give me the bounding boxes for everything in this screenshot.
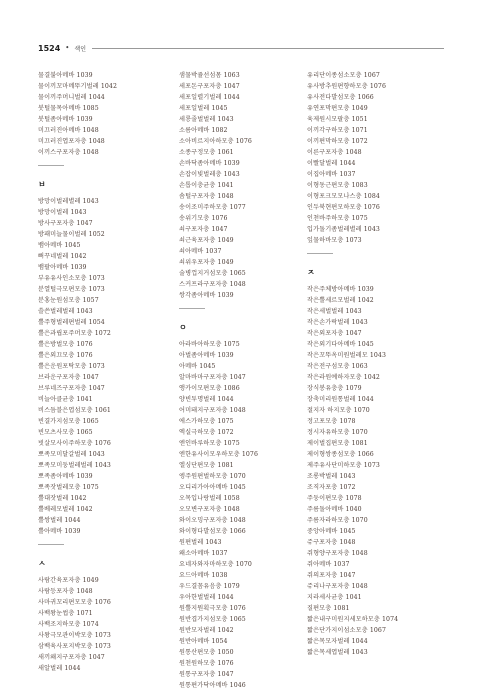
index-entry: 양빈투명벌레 1044 [179, 396, 234, 403]
index-entry: 쇠근육포자충 1049 [179, 237, 234, 244]
index-entry: 이형포크모모나스충 1084 [307, 193, 380, 200]
index-entry: 손바닥좀아메바 1039 [179, 160, 240, 167]
index-entry: 비스듬블은엽섬모충 1061 [38, 407, 111, 414]
index-entry: 뽀족모미달갈벌레 1043 [38, 451, 105, 458]
header-rule [92, 48, 444, 49]
index-entry: 브라운구포자충 1047 [38, 374, 99, 381]
index-entry: 분열털극모편모충 1073 [38, 286, 105, 293]
index-entry: 샘물박쥴선섬몸 1063 [179, 72, 240, 79]
index-entry: 아라바아하모충 1075 [179, 341, 240, 348]
page-number: 1524 [38, 43, 61, 53]
index-entry: 뻐꾸네벌레 1042 [38, 253, 87, 260]
index-entry: 뿔베레모벌레 1042 [38, 506, 93, 513]
index-entry: 이형동근편모충 1083 [307, 182, 368, 189]
index-entry: 솜털구포자충 1048 [179, 193, 234, 200]
index-entry: 뱀팔아메바 1039 [38, 264, 87, 271]
index-entry: 짧은내구미원지세모하모충 1074 [307, 616, 399, 623]
index-entry: 뽀족잣벌레모충 1075 [38, 484, 99, 491]
index-entry: 송위기모충 1076 [179, 215, 228, 222]
index-entry: 쥐형양구포자충 1048 [307, 550, 368, 557]
index-entry: 이빨달벌레 1044 [307, 160, 356, 167]
header-separator: • [65, 44, 70, 52]
index-entry: 작은주체방아메바 1039 [307, 286, 374, 293]
index-entry: 원반겹가지섬모충 1065 [179, 616, 246, 623]
index-entry: 중앙아메바 1045 [307, 528, 356, 535]
index-entry: 원통구포자충 1047 [179, 671, 234, 678]
index-entry: 원편벌레 1043 [179, 539, 222, 546]
index-entry: 물결불아메바 1039 [38, 72, 93, 79]
index-entry: 뿔대잣벌레 1042 [38, 495, 87, 502]
index-entry: 잎물하바모충 1073 [307, 237, 362, 244]
index-entry: 작은라원예하자모충 1042 [307, 374, 380, 381]
index-entry: 원반아메바 1054 [179, 638, 228, 645]
section-divider [179, 308, 205, 309]
index-entry: 방사구포자충 1047 [38, 220, 93, 227]
index-entry: 세룡줄벌벌레 1043 [179, 116, 234, 123]
index-entry: 부유유사인소모충 1073 [38, 275, 105, 282]
index-entry: 작은외기다아메바 1045 [307, 341, 374, 348]
index-entry: 새알벌레 1044 [38, 665, 81, 672]
index-entry: 스커프라구포자충 1048 [179, 281, 246, 288]
section-heading: ㅈ [307, 267, 315, 277]
section-divider [307, 253, 333, 254]
index-entry: 뿔은방벌모충 1076 [38, 341, 93, 348]
index-entry: 미끄러진아메바 1048 [38, 127, 99, 134]
index-entry: 원통편가닥아메바 1046 [179, 682, 246, 689]
index-entry: 왜소아메바 1037 [179, 550, 228, 557]
index-entry: 원통산편모충 1050 [179, 649, 234, 656]
index-entry: 쥬구포자충 1048 [307, 539, 356, 546]
index-entry: 소아비르지아하모충 1076 [179, 138, 252, 145]
index-entry: 쌍각좀아메바 1039 [179, 292, 234, 299]
index-entry: 소종구정모충 1061 [179, 149, 234, 156]
index-entry: 작은세벌벌레 1043 [307, 308, 362, 315]
index-entry: 엔한유사이모우하모충 1076 [179, 451, 258, 458]
section-divider [38, 544, 64, 545]
index-entry: 물이끼꼬마메뚜기벌레 1042 [38, 83, 117, 90]
index-entry: 와이형다발섬모충 1066 [179, 528, 246, 535]
index-entry: 장식봉유충충 1079 [307, 385, 362, 392]
index-entry: 사마귀꼬리편모모충 1076 [38, 599, 111, 606]
index-entry: 쇠위우포자충 1049 [179, 259, 234, 266]
index-column-3 [307, 70, 447, 658]
index-entry: 짧은단가지이섬소모충 1067 [307, 627, 386, 634]
index-entry: 쓸쓴벌레벌레 1043 [38, 308, 93, 315]
index-entry: 어미돼지구포자충 1048 [179, 407, 246, 414]
index-entry: 원뿔지뭔획극모충 1076 [179, 605, 246, 612]
index-entry: 유연포막편모충 1049 [307, 105, 368, 112]
index-entry: 질편모충 1081 [307, 605, 350, 612]
index-entry: 제이형쌍종섬모충 1066 [307, 451, 374, 458]
index-entry: 주름돌아메바 1040 [307, 506, 362, 513]
index-entry: 유사전다발섬모충 1066 [307, 94, 374, 101]
index-entry: 인두북현편모하모충 1076 [307, 204, 380, 211]
index-entry: 뿔아메바 1039 [38, 528, 81, 535]
index-entry: 아메바 1045 [179, 363, 216, 370]
index-entry: 방패미늘물이벌레 1052 [38, 231, 105, 238]
index-entry: 작은외포자충 1047 [307, 330, 362, 337]
index-entry: 세포돈구포자충 1047 [179, 83, 240, 90]
index-entry: 쥬리나구포자충 1048 [307, 583, 368, 590]
index-entry: 세포일렬기벌레 1044 [179, 94, 240, 101]
index-entry: 삼백육사포지박모충 1073 [38, 643, 111, 650]
index-entry: 뿔쌍벌레 1044 [38, 517, 81, 524]
index-entry: 이끼각구하모충 1071 [307, 127, 368, 134]
index-entry: 정고포모충 1078 [307, 418, 356, 425]
index-entry: 유리단이종섬소모충 1067 [307, 72, 380, 79]
index-entry: 빈모츠사모충 1065 [38, 429, 93, 436]
index-entry: 방망이벌레별레 1043 [38, 198, 99, 205]
index-entry: 작은전구섬모충 1063 [307, 363, 368, 370]
index-entry: 우드결꼼유음충 1079 [179, 583, 240, 590]
index-entry: 지라세사균충 1041 [307, 594, 362, 601]
index-entry: 짧은목세엽벌레 1043 [307, 649, 368, 656]
index-entry: 원반모자벌레 1042 [179, 627, 234, 634]
index-entry: 분홍눈원섬모충 1057 [38, 297, 99, 304]
index-entry: 뽀족모미둥벌레벌레 1043 [38, 462, 111, 469]
index-entry: 이집아메바 1037 [307, 171, 356, 178]
index-entry: 요네자와자마하모충 1070 [179, 561, 252, 568]
index-entry: 주름자라하모충 1070 [307, 517, 368, 524]
index-entry: 요드아메바 1038 [179, 572, 228, 579]
index-column-1 [38, 70, 178, 674]
index-entry: 빈결가지섬모충 1065 [38, 418, 99, 425]
index-entry: 브루네즈구포자충 1047 [38, 385, 105, 392]
index-entry: 송이조미주하모충 1077 [179, 204, 246, 211]
index-entry: 사백왕눈썹충 1071 [38, 610, 93, 617]
index-entry: 손잡이빛벌레충 1043 [179, 171, 240, 178]
index-entry: 오디리가아아메바 1045 [179, 484, 246, 491]
index-entry: 술병껍지거섬모충 1065 [179, 270, 246, 277]
index-entry: 이른구포자충 1048 [307, 149, 362, 156]
running-title: 색인 [74, 45, 86, 53]
index-column-2 [179, 70, 319, 691]
index-entry: 엘싱단편모충 1081 [179, 462, 234, 469]
index-entry: 붓털좀아메바 1039 [38, 116, 93, 123]
index-entry: 새끼왜지구포자충 1047 [38, 654, 105, 661]
index-entry: 조롱박벌레 1043 [307, 473, 356, 480]
section-divider [38, 165, 64, 166]
index-entry: 쥐아메바 1037 [307, 561, 350, 568]
index-entry: 원천원하모충 1076 [179, 660, 234, 667]
index-entry: 알마바마구포자충 1047 [179, 374, 246, 381]
index-entry: 소름아메바 1082 [179, 127, 228, 134]
index-entry: 쇠아메바 1037 [179, 248, 222, 255]
index-entry: 이끼편막하모충 1072 [307, 138, 368, 145]
index-entry: 엥주원편벌하모충 1070 [179, 473, 246, 480]
index-entry: 엔인바루하모충 1075 [179, 440, 240, 447]
index-entry: 앵카이모편모충 1086 [179, 385, 240, 392]
index-entry: 와이오밍구포자충 1048 [179, 517, 246, 524]
page-header [38, 42, 444, 54]
index-entry: 빗살모사이주하모충 1076 [38, 440, 111, 447]
index-entry: 이끼스구포자충 1048 [38, 149, 99, 156]
index-entry: 오모변구포자충 1048 [179, 506, 240, 513]
index-entry: 사람등포자충 1048 [38, 588, 93, 595]
index-entry: 유사방추원편향하모충 1076 [307, 83, 386, 90]
index-entry: 아벌좀아메바 1039 [179, 352, 234, 359]
index-entry: 장축미리원통벌레 1044 [307, 396, 374, 403]
index-entry: 짧은목모자벌레 1044 [307, 638, 368, 645]
index-entry: 뿔은운원포탁모충 1073 [38, 363, 105, 370]
index-entry: 제주유사단미하모충 1073 [307, 462, 380, 469]
index-entry: 사왕극모관이박모충 1073 [38, 632, 111, 639]
index-entry: 물이끼주머니벌레 1044 [38, 94, 105, 101]
index-entry: 손톱이충균충 1041 [179, 182, 234, 189]
section-heading: ㅅ [38, 558, 46, 568]
index-entry: 쇠구포자충 1047 [179, 226, 228, 233]
index-entry: 절지자 하지모충 1070 [307, 407, 370, 414]
index-entry: 정시자유하모충 1070 [307, 429, 368, 436]
index-entry: 육제원시모팔충 1051 [307, 116, 368, 123]
index-entry: 조직자포충 1072 [307, 484, 356, 491]
index-entry: 쥐의포자충 1047 [307, 572, 356, 579]
index-entry: 주둥이편모충 1078 [307, 495, 362, 502]
index-entry: 작은뿔세르모벌레 1042 [307, 297, 374, 304]
index-entry: 인천바주하모충 1075 [307, 215, 368, 222]
index-entry: 사람간육포자충 1049 [38, 577, 99, 584]
index-entry: 뿔주형벌레편벌레 1054 [38, 319, 105, 326]
index-entry: 입가돌기좀벌레별레 1043 [307, 226, 380, 233]
index-entry: 뿔은과립포주머모충 1072 [38, 330, 111, 337]
index-entry: 엑실극하모충 1072 [179, 429, 234, 436]
index-entry: 비늘아클균충 1041 [38, 396, 93, 403]
index-entry: 미끄러진엽포자충 1048 [38, 138, 105, 145]
index-entry: 제이벌집편모충 1081 [307, 440, 368, 447]
index-entry: 방망이벌레 1043 [38, 209, 87, 216]
index-entry: 우아한벌벌레 1044 [179, 594, 234, 601]
index-entry: 사백조지하모충 1074 [38, 621, 99, 628]
index-entry: 오목입나랑벌레 1058 [179, 495, 240, 502]
index-entry: 뱀아메바 1045 [38, 242, 81, 249]
section-heading: ㅇ [179, 322, 187, 332]
index-entry: 뽀족좀아메바 1039 [38, 473, 93, 480]
section-heading: ㅂ [38, 179, 46, 189]
index-entry: 세포일벌레 1045 [179, 105, 228, 112]
index-entry: 뿔은외끄모충 1076 [38, 352, 93, 359]
index-entry: 작은꼬뚜옥미원벌레모 1043 [307, 352, 386, 359]
index-entry: 붓털물목아메바 1085 [38, 105, 99, 112]
index-entry: 에스가하모충 1075 [179, 418, 234, 425]
index-entry: 작은손가락벌레 1043 [307, 319, 368, 326]
